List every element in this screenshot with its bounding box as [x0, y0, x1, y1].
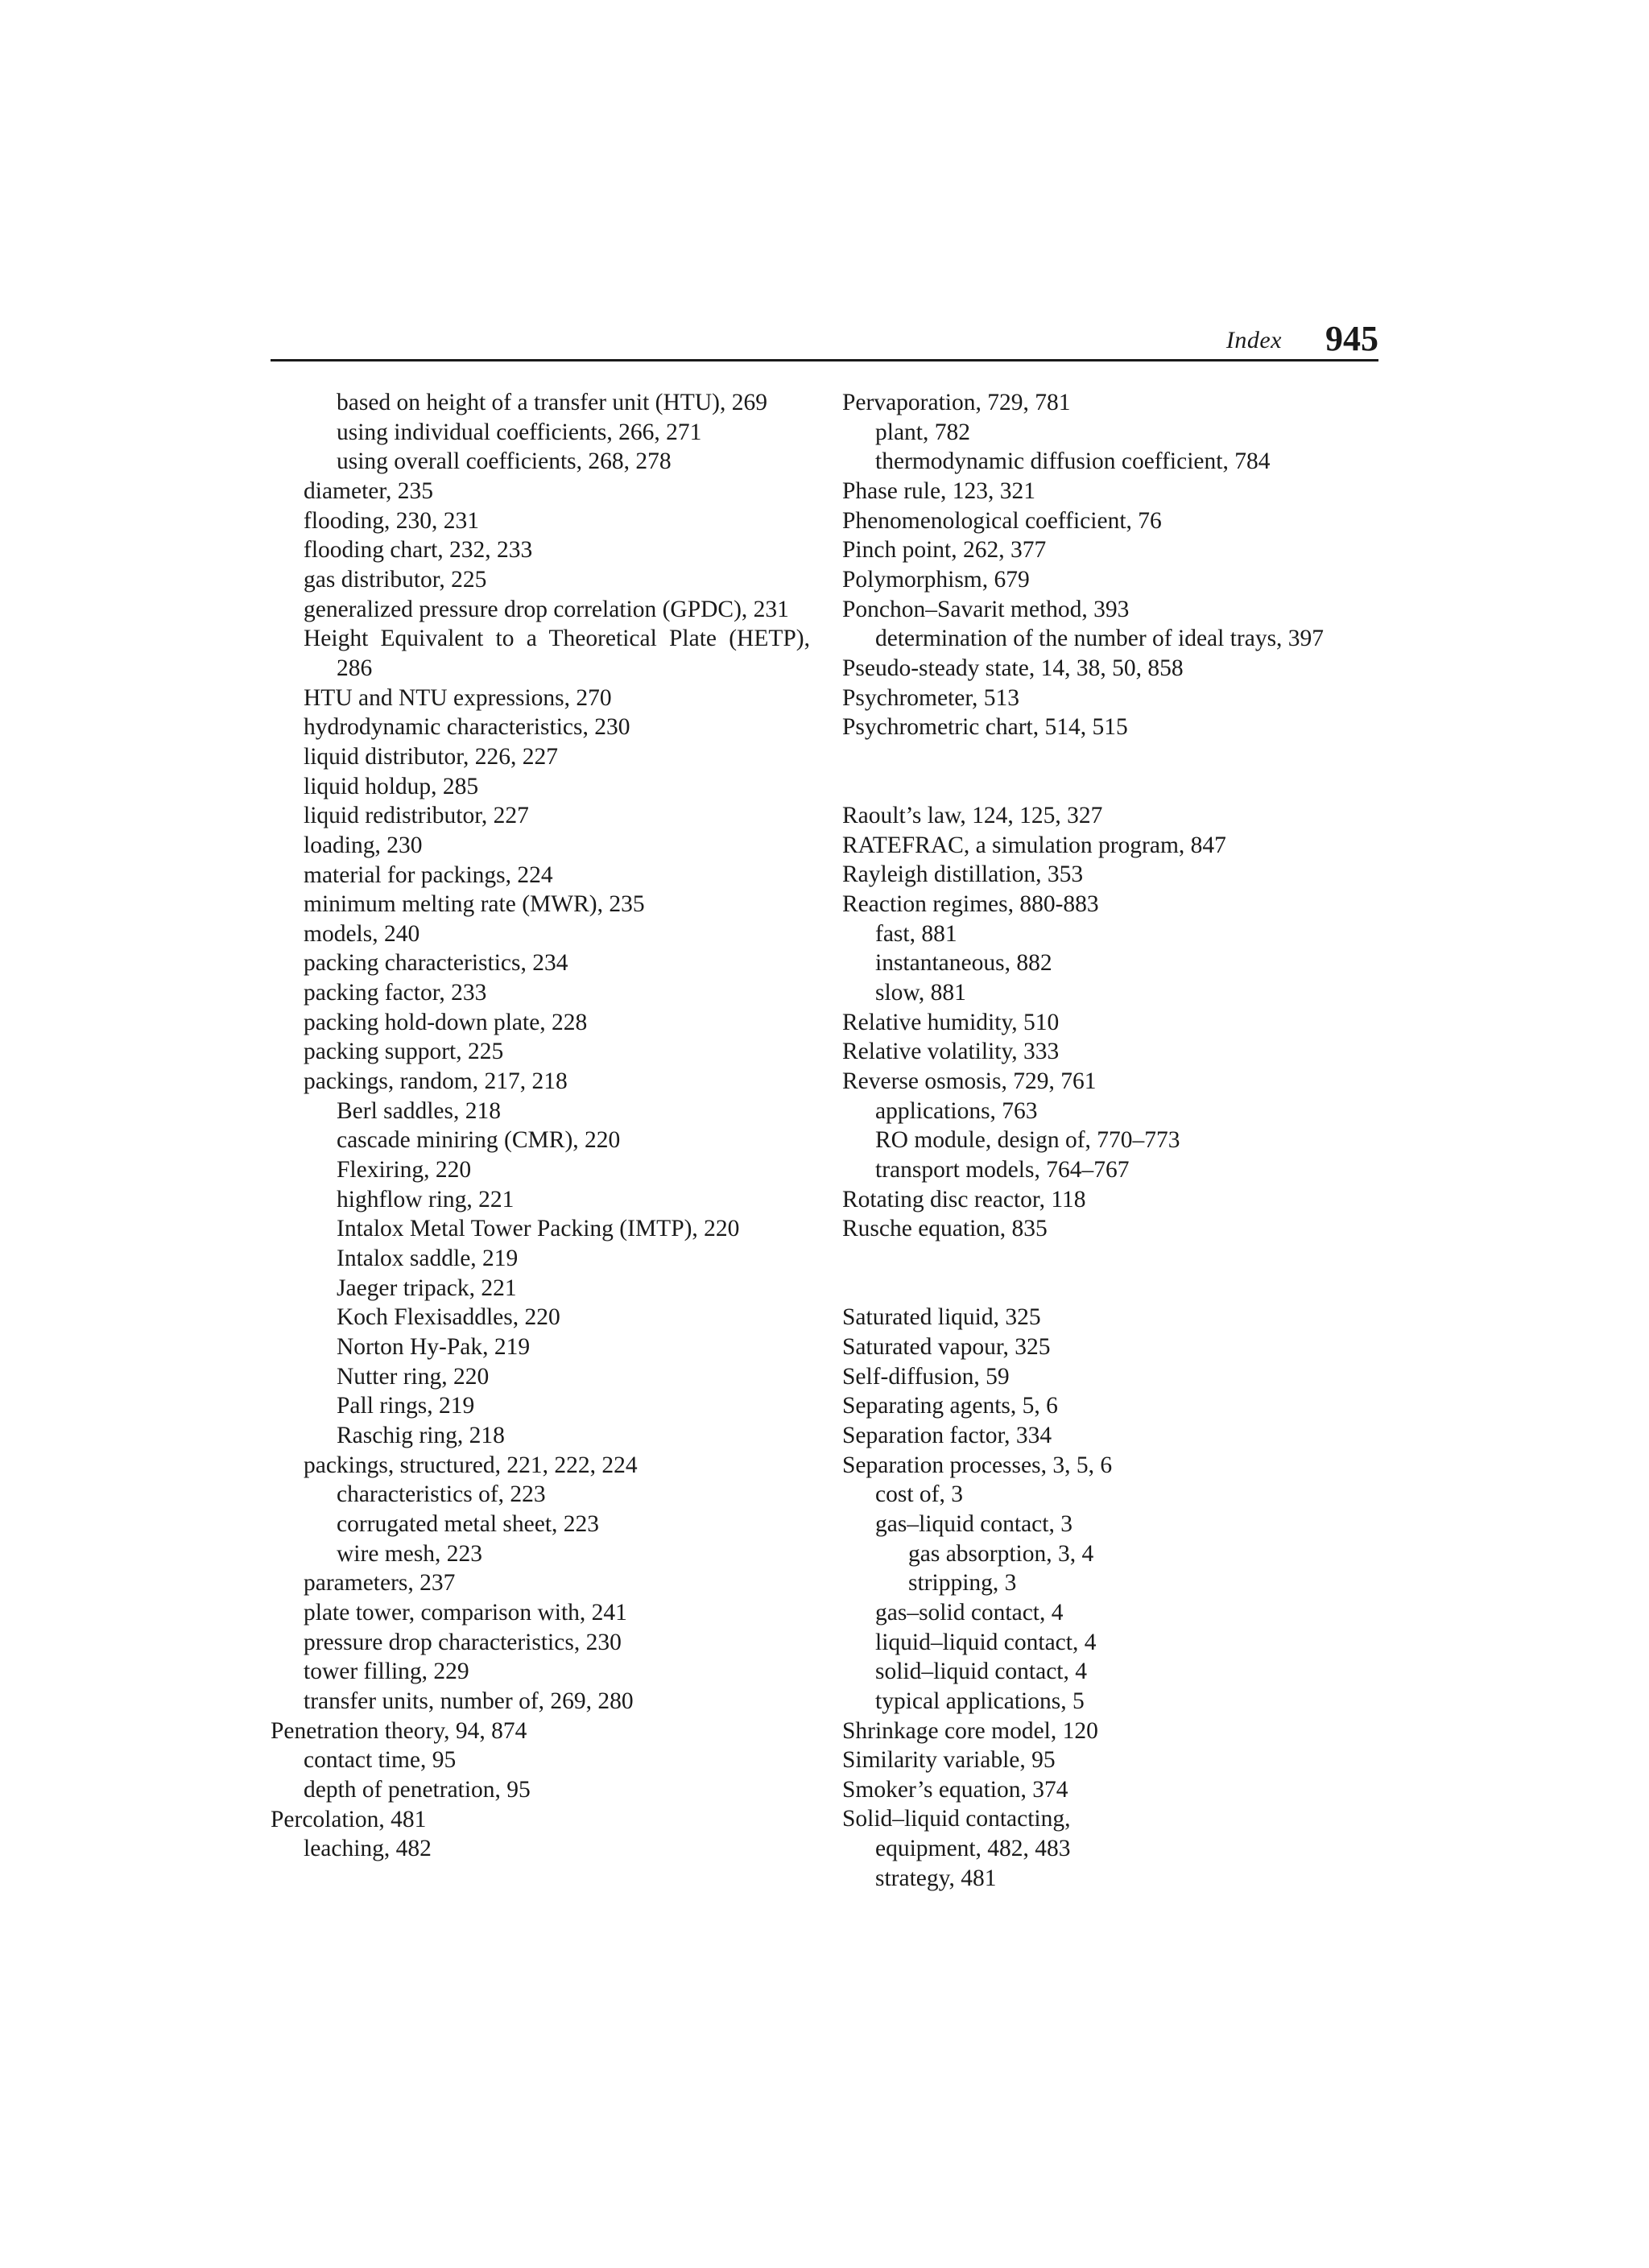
index-subentry: pressure drop characteristics, 230	[304, 1629, 622, 1655]
index-subentry: Intalox Metal Tower Packing (IMTP), 220	[337, 1216, 740, 1242]
index-subentry: packings, random, 217, 218	[304, 1068, 568, 1095]
index-subentry: Pall rings, 219	[337, 1393, 475, 1419]
index-entry: Self-diffusion, 59	[842, 1363, 1010, 1390]
index-subentry: Norton Hy-Pak, 219	[337, 1334, 531, 1360]
index-subentry: applications, 763	[875, 1097, 1038, 1124]
index-subentry: based on height of a transfer unit (HTU), 269	[337, 390, 767, 415]
index-subentry: Jaeger tripack, 221	[337, 1274, 517, 1301]
index-subentry: typical applications, 5	[875, 1688, 1085, 1714]
index-entry: Rayleigh distillation, 353	[842, 861, 1084, 888]
index-subentry: plant, 782	[875, 419, 970, 445]
index-subentry: using overall coefficients, 268, 278	[337, 448, 672, 475]
index-entry: Pervaporation, 729, 781	[842, 390, 1071, 415]
index-subentry: fast, 881	[875, 920, 957, 947]
index-subentry: tower filling, 229	[304, 1659, 469, 1685]
index-column-left	[271, 388, 810, 1864]
index-subentry: thermodynamic diffusion coefficient, 784	[875, 448, 1271, 475]
index-subentry: gas absorption, 3, 4	[908, 1540, 1094, 1567]
index-subentry: parameters, 237	[304, 1570, 456, 1597]
index-subentry: HTU and NTU expressions, 270	[304, 684, 612, 711]
page-number: 945	[1325, 319, 1378, 358]
index-entry: Percolation, 481	[271, 1806, 427, 1832]
index-subentry: packing hold-down plate, 228	[304, 1009, 588, 1035]
index-entry: Relative humidity, 510	[842, 1009, 1060, 1035]
index-entry: Pinch point, 262, 377	[842, 537, 1047, 564]
index-subentry: plate tower, comparison with, 241	[304, 1599, 627, 1626]
index-subentry: liquid distributor, 226, 227	[304, 743, 558, 770]
index-entry: Smoker’s equation, 374	[842, 1776, 1068, 1803]
index-subentry: flooding, 230, 231	[304, 507, 479, 534]
index-entry: Reverse osmosis, 729, 761	[842, 1068, 1097, 1095]
index-subentry: gas–liquid contact, 3	[875, 1510, 1072, 1537]
index-subentry: Height Equivalent to a Theoretical Plate (HETP), 286	[304, 626, 810, 681]
index-subentry: liquid–liquid contact, 4	[875, 1629, 1097, 1655]
index-subentry: RO module, design of, 770–773	[875, 1127, 1180, 1154]
index-subentry: models, 240	[304, 920, 420, 947]
index-entry: Saturated vapour, 325	[842, 1333, 1051, 1360]
index-subentry: gas distributor, 225	[304, 566, 487, 593]
index-entry: Saturated liquid, 325	[842, 1304, 1041, 1331]
index-subentry: instantaneous, 882	[875, 950, 1052, 977]
index-subentry: stripping, 3	[908, 1570, 1017, 1597]
index-subentry: strategy, 481	[875, 1865, 997, 1891]
index-entry: Penetration theory, 94, 874	[271, 1717, 527, 1744]
section-gap	[842, 742, 1406, 801]
index-entry: Separating agents, 5, 6	[842, 1393, 1058, 1419]
index-subentry: diameter, 235	[304, 477, 434, 504]
index-subentry: depth of penetration, 95	[304, 1776, 531, 1803]
index-entry: Shrinkage core model, 120	[842, 1717, 1098, 1744]
running-head-label: Index	[1225, 327, 1282, 353]
index-subentry: material for packings, 224	[304, 861, 553, 888]
index-entry: Phase rule, 123, 321	[842, 477, 1036, 504]
index-entry: RATEFRAC, a simulation program, 847	[842, 832, 1226, 858]
index-subentry: solid–liquid contact, 4	[875, 1659, 1088, 1685]
index-subentry: characteristics of, 223	[337, 1481, 546, 1508]
index-entry: Rotating disc reactor, 118	[842, 1186, 1086, 1212]
index-subentry: liquid redistributor, 227	[304, 803, 529, 829]
index-subentry: cascade miniring (CMR), 220	[337, 1127, 621, 1154]
index-entry: Separation factor, 334	[842, 1422, 1052, 1448]
index-subentry: equipment, 482, 483	[875, 1836, 1071, 1862]
index-entry: Solid–liquid contacting,	[842, 1806, 1071, 1832]
index-subentry: flooding chart, 232, 233	[304, 537, 533, 564]
index-subentry: transfer units, number of, 269, 280	[304, 1688, 634, 1714]
index-entry: Phenomenological coefficient, 76	[842, 507, 1162, 534]
index-subentry: packing factor, 233	[304, 980, 487, 1006]
index-subentry: packings, structured, 221, 222, 224	[304, 1452, 638, 1478]
index-entry: Pseudo-steady state, 14, 38, 50, 858	[842, 655, 1184, 681]
index-subentry: minimum melting rate (MWR), 235	[304, 891, 645, 918]
section-gap	[842, 1244, 1406, 1303]
index-subentry: Nutter ring, 220	[337, 1363, 490, 1390]
index-entry: Relative volatility, 333	[842, 1039, 1060, 1065]
index-subentry: highflow ring, 221	[337, 1186, 515, 1212]
index-subentry: cost of, 3	[875, 1481, 963, 1508]
index-subentry: transport models, 764–767	[875, 1157, 1130, 1184]
index-entry: Reaction regimes, 880-883	[842, 891, 1099, 918]
index-subentry: Koch Flexisaddles, 220	[337, 1304, 560, 1331]
index-entry: Polymorphism, 679	[842, 566, 1030, 593]
index-entry: Separation processes, 3, 5, 6	[842, 1452, 1113, 1478]
index-subentry: packing characteristics, 234	[304, 950, 568, 977]
index-column-right	[842, 388, 1406, 1893]
index-subentry: loading, 230	[304, 832, 423, 858]
index-subentry: packing support, 225	[304, 1039, 504, 1065]
index-entry: Rusche equation, 835	[842, 1216, 1048, 1242]
index-subentry: liquid holdup, 285	[304, 773, 479, 799]
index-entry: Psychrometric chart, 514, 515	[842, 714, 1128, 741]
index-entry: Raoult’s law, 124, 125, 327	[842, 803, 1103, 829]
index-subentry: slow, 881	[875, 980, 966, 1006]
index-subentry: corrugated metal sheet, 223	[337, 1510, 600, 1537]
index-entry: Psychrometer, 513	[842, 684, 1020, 711]
index-subentry: contact time, 95	[304, 1747, 457, 1774]
index-subentry: using individual coefficients, 266, 271	[337, 419, 702, 445]
index-subentry: hydrodynamic characteristics, 230	[304, 714, 630, 741]
index-subentry: gas–solid contact, 4	[875, 1599, 1064, 1626]
index-subentry: Raschig ring, 218	[337, 1422, 505, 1448]
index-subentry: determination of the number of ideal trays, 397	[875, 626, 1325, 652]
index-subentry: Intalox saddle, 219	[337, 1246, 519, 1272]
index-subentry: Berl saddles, 218	[337, 1097, 502, 1124]
index-subentry: leaching, 482	[304, 1836, 432, 1862]
index-entry: Ponchon–Savarit method, 393	[842, 596, 1130, 622]
index-subentry: wire mesh, 223	[337, 1540, 483, 1567]
running-head	[271, 319, 1378, 361]
index-subentry: Flexiring, 220	[337, 1157, 472, 1184]
index-entry: Similarity variable, 95	[842, 1747, 1056, 1774]
index-subentry: generalized pressure drop correlation (GPDC), 231	[304, 596, 789, 622]
